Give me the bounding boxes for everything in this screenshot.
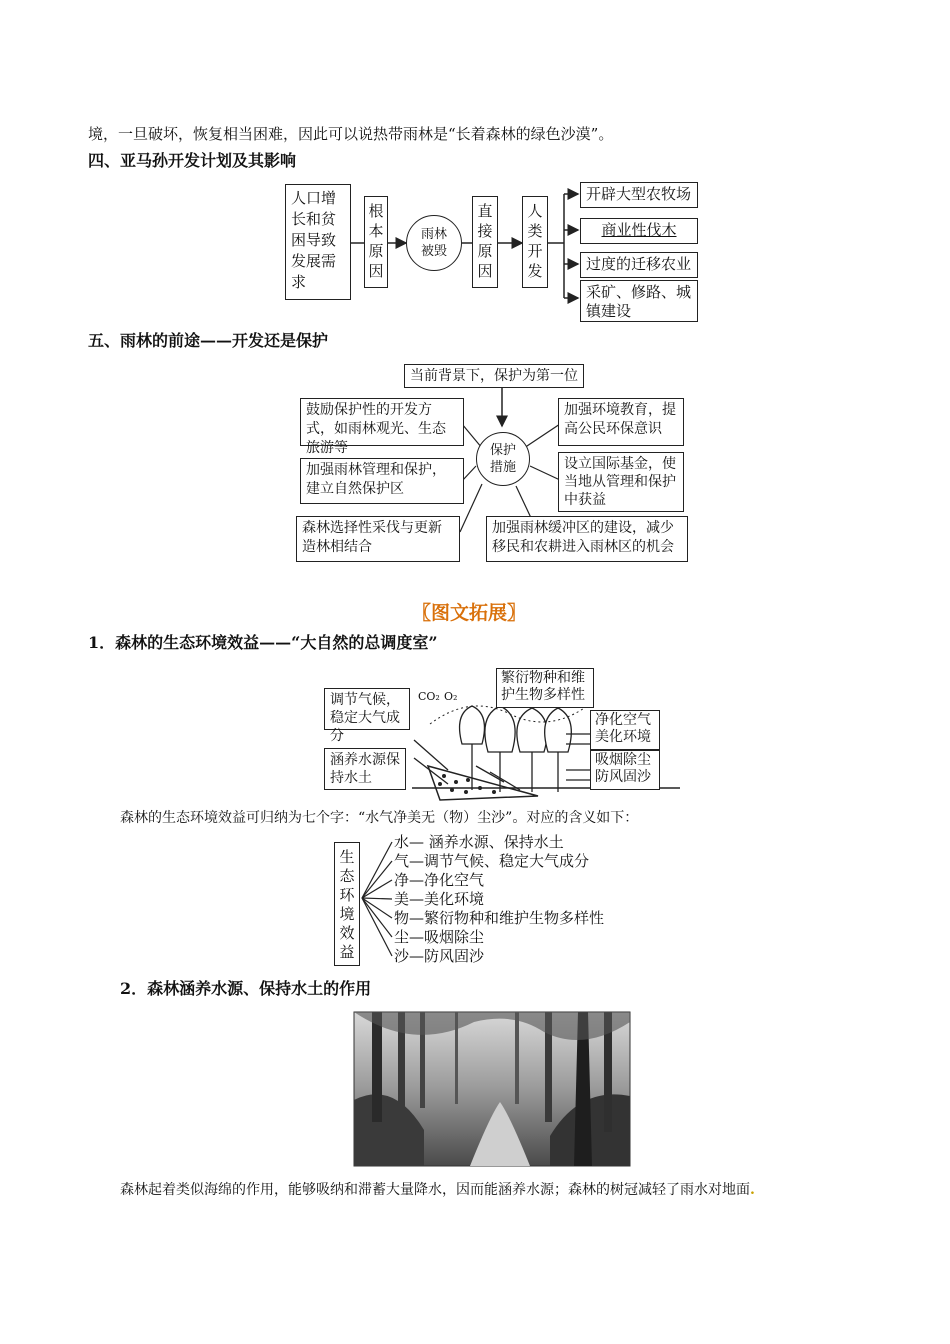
root-cause-label: 根 本 原 因 xyxy=(364,196,388,288)
benefit-item-dust: 尘—吸烟除尘 xyxy=(394,928,485,946)
measure-education: 加强环境教育，提高公民环保意识 xyxy=(558,398,684,446)
priority-box: 当前背景下，保护为第一位 xyxy=(404,364,584,388)
summary-text: 森林的生态环境效益可归纳为七个字：“水气净美无（物）尘沙”。对应的含义如下： xyxy=(120,810,639,826)
item1-heading: 1．森林的生态环境效益——“大自然的总调度室” xyxy=(88,633,438,652)
eco-benefit-label: 生 态 环 境 效 益 xyxy=(334,842,360,966)
benefit-air: 净化空气美化环境 xyxy=(590,710,660,750)
center-label: 雨林被毁 xyxy=(420,227,447,259)
section4-heading: 四、亚马孙开发计划及其影响 xyxy=(88,151,297,170)
outcome-logging: 商业性伐木 xyxy=(580,218,698,244)
o2-label: O₂ xyxy=(444,690,458,703)
benefit-item-qi: 气—调节气候、稳定大气成分 xyxy=(394,852,590,870)
item2-caption xyxy=(120,1180,755,1200)
measure-international-fund: 设立国际基金，使当地从管理和保护中获益 xyxy=(558,452,684,512)
co2-label: CO₂ xyxy=(418,690,440,703)
benefit-species: 繁衍物种和维护生物多样性 xyxy=(496,668,594,708)
benefit-item-species: 物—繁衍物种和维护生物多样性 xyxy=(394,909,605,927)
benefit-item-clean: 净—净化空气 xyxy=(394,871,485,889)
benefit-climate: 调节气候，稳定大气成分 xyxy=(324,688,410,730)
caption-dot: . xyxy=(750,1182,755,1198)
caption-text: 森林起着类似海绵的作用，能够吸纳和滞蓄大量降水，因而能涵养水源；森林的树冠减轻了雨水对地面 xyxy=(120,1182,750,1198)
direct-cause-label: 直 接 原 因 xyxy=(472,196,498,288)
intro-text: 境，一旦破坏，恢复相当困难，因此可以说热带雨林是“长着森林的绿色沙漠”。 xyxy=(88,125,614,143)
protection-label: 保护措施 xyxy=(489,443,516,475)
benefit-dust: 吸烟除尘防风固沙 xyxy=(590,750,660,790)
human-development-label: 人 类 开 发 xyxy=(522,196,548,288)
outcome-shifting-agriculture: 过度的迁移农业 xyxy=(580,252,698,278)
measure-eco-tourism: 鼓励保护性的开发方式，如雨林观光、生态旅游等 xyxy=(300,398,464,446)
item2-heading: 2．森林涵养水源、保持水土的作用 xyxy=(120,979,372,998)
measure-buffer-zone: 加强雨林缓冲区的建设，减少移民和农耕进入雨林区的机会 xyxy=(486,516,688,562)
measure-nature-reserve: 加强雨林管理和保护，建立自然保护区 xyxy=(300,458,464,504)
benefit-item-sand: 沙—防风固沙 xyxy=(394,947,485,965)
section5-heading: 五、雨林的前途——开发还是保护 xyxy=(88,331,329,350)
extension-title: 〖图文拓展〗 xyxy=(412,602,527,624)
benefit-item-water: 水— 涵养水源、保持水土 xyxy=(394,833,564,851)
outcome-ranch: 开辟大型农牧场 xyxy=(580,182,698,208)
benefit-item-beauty: 美—美化环境 xyxy=(394,890,485,908)
outcome-mining-roads: 采矿、修路、城镇建设 xyxy=(580,280,698,322)
cause-box: 人口增长和贫困导致发展需求 xyxy=(285,184,351,300)
benefit-water-soil: 涵养水源保持水土 xyxy=(324,748,406,790)
measure-selective-logging: 森林选择性采伐与更新造林相结合 xyxy=(296,516,460,562)
